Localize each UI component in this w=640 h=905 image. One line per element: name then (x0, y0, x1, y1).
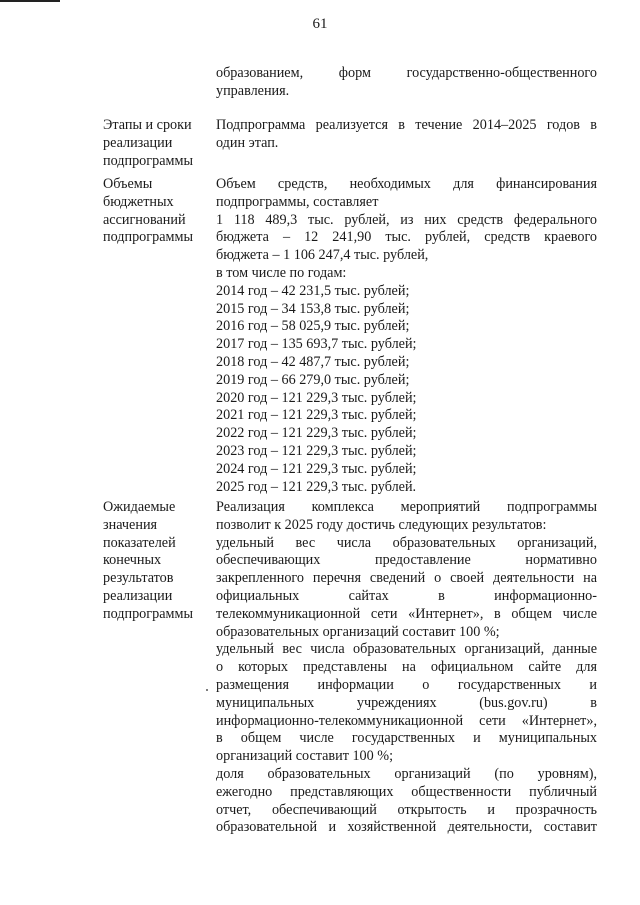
text-line: бюджета – 1 106 247,4 тыс. рублей, (216, 247, 429, 264)
text-line: отчет, обеспечивающий открытость и прозрачность (216, 801, 597, 818)
label-line: реализации (103, 134, 173, 151)
text-line: 2018 год – 42 487,7 тыс. рублей; (216, 353, 410, 370)
text-line: один этап. (216, 134, 279, 151)
text-line: 2024 год – 121 229,3 тыс. рублей; (216, 460, 417, 477)
label-line: показателей (103, 534, 176, 551)
text-line: 2016 год – 58 025,9 тыс. рублей; (216, 318, 410, 335)
text-line: образовательных организаций составит 100 %; (216, 623, 500, 640)
text-line: 2015 год – 34 153,8 тыс. рублей; (216, 300, 410, 317)
text-line: в общем числе государственных и муниципальных (216, 730, 597, 747)
scan-speck (206, 689, 208, 691)
text-line: 2023 год – 121 229,3 тыс. рублей; (216, 442, 417, 459)
section-label (103, 176, 208, 247)
section-content (216, 499, 597, 837)
label-line: Ожидаемые (103, 499, 176, 515)
label-line: ассигнований (103, 211, 186, 228)
section-content (216, 117, 597, 153)
label-line: реализации (103, 587, 173, 604)
label-line: Объемы (103, 176, 153, 192)
text-line: позволит к 2025 году достичь следующих результатов: (216, 516, 547, 533)
section-label (103, 117, 208, 170)
text-line: подпрограммы, составляет (216, 193, 379, 210)
text-line: телекоммуникационной сети «Интернет», в общем числе (216, 605, 597, 622)
text-line: Реализация комплекса мероприятий подпрограммы (216, 499, 597, 515)
section-content (216, 65, 597, 101)
text-line: организаций составит 100 %; (216, 748, 394, 765)
label-line: конечных (103, 552, 162, 569)
text-line: размещения информации о государственных и (216, 676, 597, 693)
text-line: 1 118 489,3 тыс. рублей, из них средств федерального (216, 211, 597, 228)
label-line: подпрограммы (103, 229, 193, 246)
text-line: 2021 год – 121 229,3 тыс. рублей; (216, 407, 417, 424)
text-line: закрепленного перечня сведений о своей деятельности на (216, 570, 597, 587)
section-label (103, 499, 208, 624)
text-line: 2019 год – 66 279,0 тыс. рублей; (216, 371, 410, 388)
text-line: в том числе по годам: (216, 264, 347, 281)
text-line: ежегодно представляющих общественности публичный (216, 783, 597, 800)
label-line: результатов (103, 570, 174, 587)
text-line: Подпрограмма реализуется в течение 2014–2025 годов в (216, 117, 597, 133)
text-line: 2017 год – 135 693,7 тыс. рублей; (216, 336, 417, 353)
text-line: удельный вес числа образовательных организаций, данные (216, 641, 597, 658)
text-line: управления. (216, 82, 290, 99)
text-line: образовательной и хозяйственной деятельности, составит (216, 819, 597, 836)
label-line: подпрограммы (103, 152, 193, 169)
label-line: значения (103, 516, 158, 533)
text-line: официальных сайтах в информационно- (216, 587, 597, 604)
label-line: бюджетных (103, 193, 174, 210)
text-line: бюджета – 12 241,90 тыс. рублей, средств краевого (216, 229, 597, 246)
text-line: доля образовательных организаций (по уровням), (216, 765, 597, 782)
section-content (216, 176, 597, 496)
label-line: подпрограммы (103, 605, 193, 622)
text-line: образованием, форм государственно-общественного (216, 65, 597, 81)
text-line: информационно-телекоммуникационной сети «Интернет», (216, 712, 597, 729)
text-line: муниципальных учреждениях (bus.gov.ru) в (216, 694, 597, 711)
text-line: удельный вес числа образовательных организаций, (216, 534, 597, 551)
text-line: 2020 год – 121 229,3 тыс. рублей; (216, 389, 417, 406)
text-line: 2025 год – 121 229,3 тыс. рублей. (216, 478, 417, 495)
label-line: Этапы и сроки (103, 117, 192, 133)
text-line: о которых представлены на официальном сайте для (216, 659, 597, 676)
text-line: обеспечивающих предоставление нормативно (216, 552, 597, 569)
page-number: 61 (312, 16, 328, 32)
text-line: 2014 год – 42 231,5 тыс. рублей; (216, 282, 410, 299)
text-line: Объем средств, необходимых для финансирования (216, 176, 597, 192)
scan-edge-mark (0, 0, 60, 2)
text-line: 2022 год – 121 229,3 тыс. рублей; (216, 425, 417, 442)
